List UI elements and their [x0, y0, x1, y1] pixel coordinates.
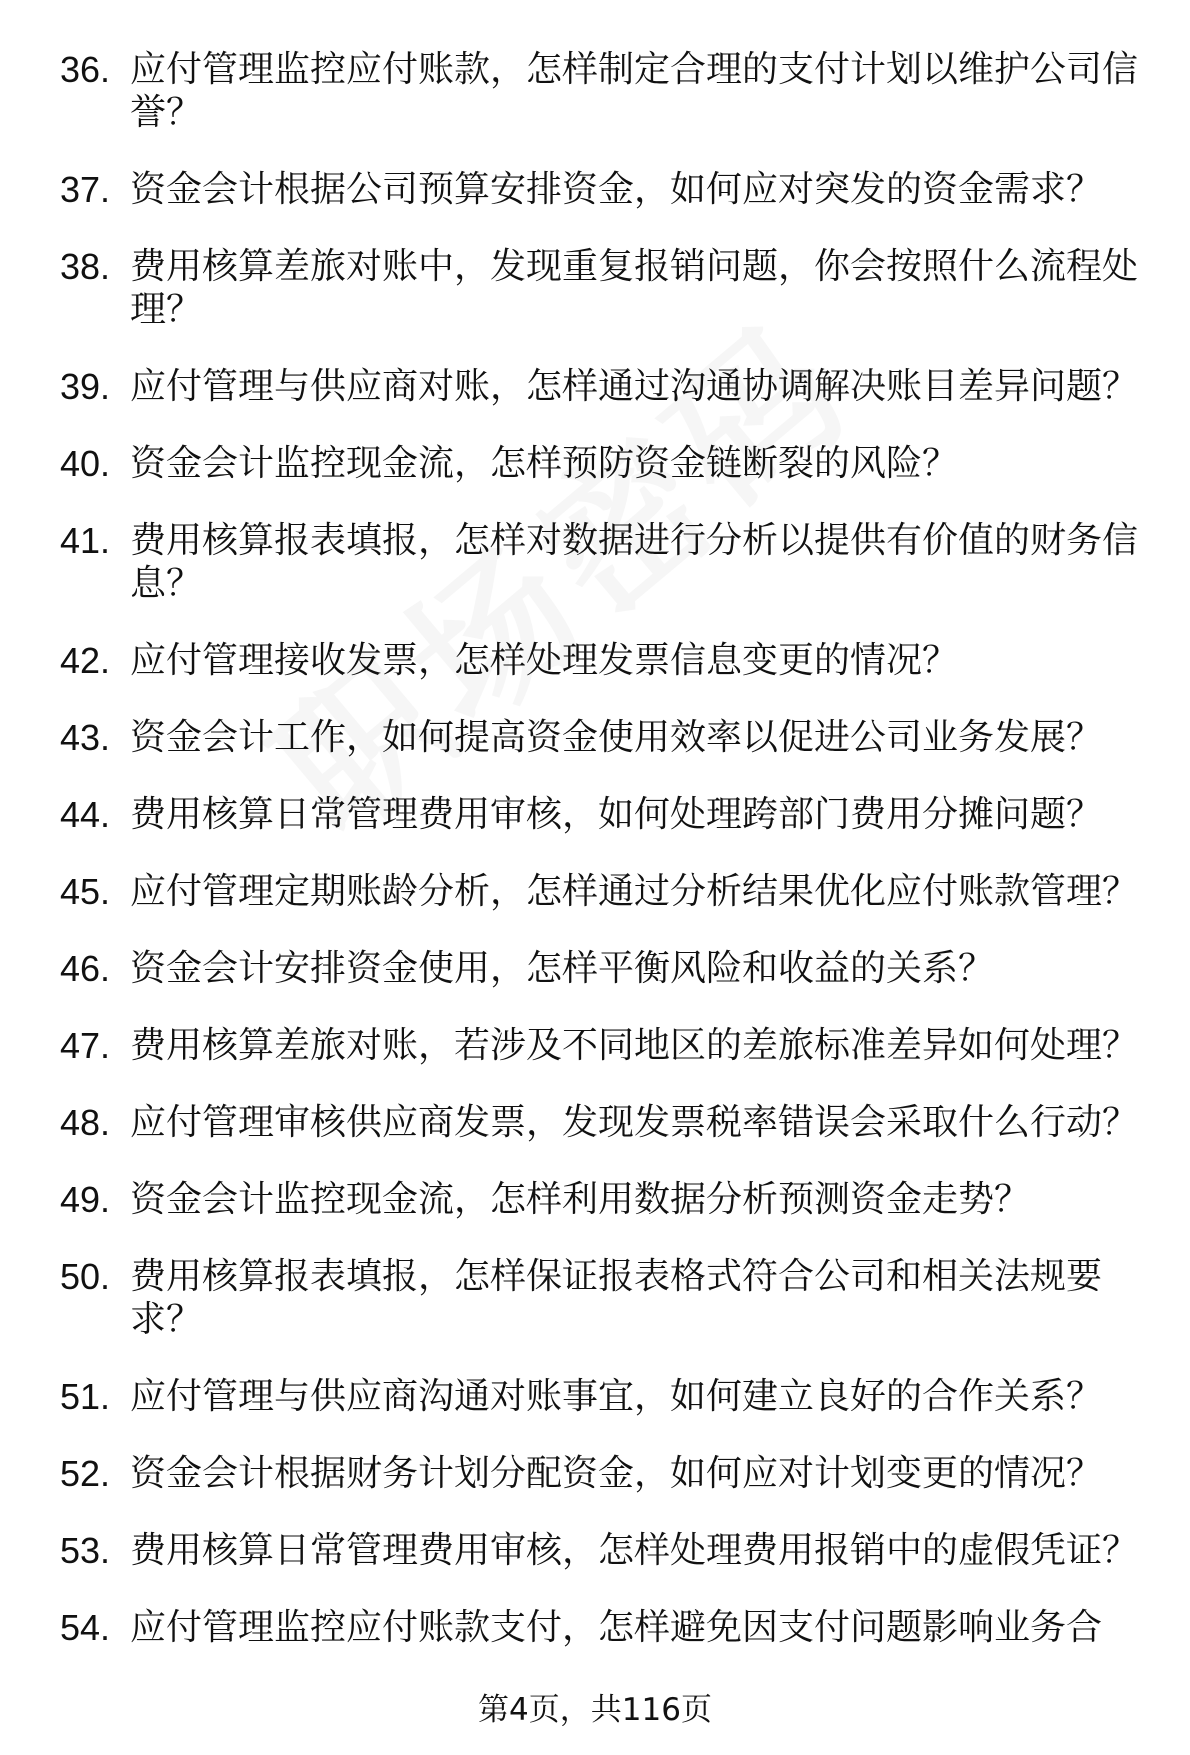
question-item: [0, 947, 1190, 990]
question-item: [0, 1255, 1190, 1341]
question-text: 资金会计根据财务计划分配资金，如何应对计划变更的情况？: [130, 1453, 1103, 1494]
page-footer: [0, 1690, 1190, 1730]
question-item: [0, 716, 1190, 759]
question-number: 44.: [60, 794, 111, 835]
question-item: [0, 870, 1190, 913]
question-item: [0, 168, 1190, 211]
question-number: 39.: [60, 366, 111, 407]
question-text: 费用核算报表填报，怎样对数据进行分析以提供有价值的财务信息？: [130, 520, 1139, 604]
question-text: 应付管理定期账龄分析，怎样通过分析结果优化应付账款管理？: [130, 871, 1139, 912]
question-number: 48.: [60, 1102, 111, 1143]
question-text: 应付管理与供应商沟通对账事宜，如何建立良好的合作关系？: [130, 1376, 1103, 1417]
question-item: [0, 1024, 1190, 1067]
question-number: 42.: [60, 640, 111, 681]
question-item: [0, 442, 1190, 485]
question-text: 费用核算报表填报，怎样保证报表格式符合公司和相关法规要求？: [130, 1256, 1103, 1340]
question-text: 资金会计监控现金流，怎样利用数据分析预测资金走势？: [130, 1179, 1031, 1220]
question-number: 51.: [60, 1376, 111, 1417]
question-number: 50.: [60, 1256, 111, 1297]
question-item: [0, 639, 1190, 682]
question-item: [0, 1606, 1190, 1649]
question-item: [0, 793, 1190, 836]
question-text: 费用核算日常管理费用审核，如何处理跨部门费用分摊问题？: [130, 794, 1103, 835]
question-number: 43.: [60, 717, 111, 758]
question-item: [0, 1101, 1190, 1144]
question-number: 45.: [60, 871, 111, 912]
question-number: 36.: [60, 49, 111, 90]
question-text: 应付管理监控应付账款支付，怎样避免因支付问题影响业务合: [130, 1607, 1103, 1648]
page-number-label: 第4页，共116页: [478, 1692, 712, 1728]
question-number: 53.: [60, 1530, 111, 1571]
question-item: [0, 1375, 1190, 1418]
question-item: [0, 519, 1190, 605]
question-number: 47.: [60, 1025, 111, 1066]
question-text: 应付管理监控应付账款，怎样制定合理的支付计划以维护公司信誉？: [130, 49, 1139, 133]
question-text: 费用核算差旅对账中，发现重复报销问题，你会按照什么流程处理？: [130, 246, 1139, 330]
question-text: 应付管理审核供应商发票，发现发票税率错误会采取什么行动？: [130, 1102, 1139, 1143]
question-text: 资金会计安排资金使用，怎样平衡风险和收益的关系？: [130, 948, 995, 989]
question-number: 37.: [60, 169, 111, 210]
question-text: 资金会计工作，如何提高资金使用效率以促进公司业务发展？: [130, 717, 1103, 758]
question-number: 38.: [60, 246, 111, 287]
question-number: 54.: [60, 1607, 111, 1648]
question-item: [0, 1529, 1190, 1572]
question-item: [0, 48, 1190, 134]
question-item: [0, 1452, 1190, 1495]
question-text: 费用核算差旅对账，若涉及不同地区的差旅标准差异如何处理？: [130, 1025, 1139, 1066]
question-list: [0, 48, 1190, 1683]
question-text: 应付管理接收发票，怎样处理发票信息变更的情况？: [130, 640, 959, 681]
question-number: 49.: [60, 1179, 111, 1220]
question-text: 应付管理与供应商对账，怎样通过沟通协调解决账目差异问题？: [130, 366, 1139, 407]
question-number: 41.: [60, 520, 111, 561]
question-number: 52.: [60, 1453, 111, 1494]
question-text: 资金会计根据公司预算安排资金，如何应对突发的资金需求？: [130, 169, 1103, 210]
question-item: [0, 365, 1190, 408]
question-number: 46.: [60, 948, 111, 989]
question-number: 40.: [60, 443, 111, 484]
question-item: [0, 245, 1190, 331]
question-item: [0, 1178, 1190, 1221]
question-text: 资金会计监控现金流，怎样预防资金链断裂的风险？: [130, 443, 959, 484]
question-text: 费用核算日常管理费用审核，怎样处理费用报销中的虚假凭证？: [130, 1530, 1139, 1571]
